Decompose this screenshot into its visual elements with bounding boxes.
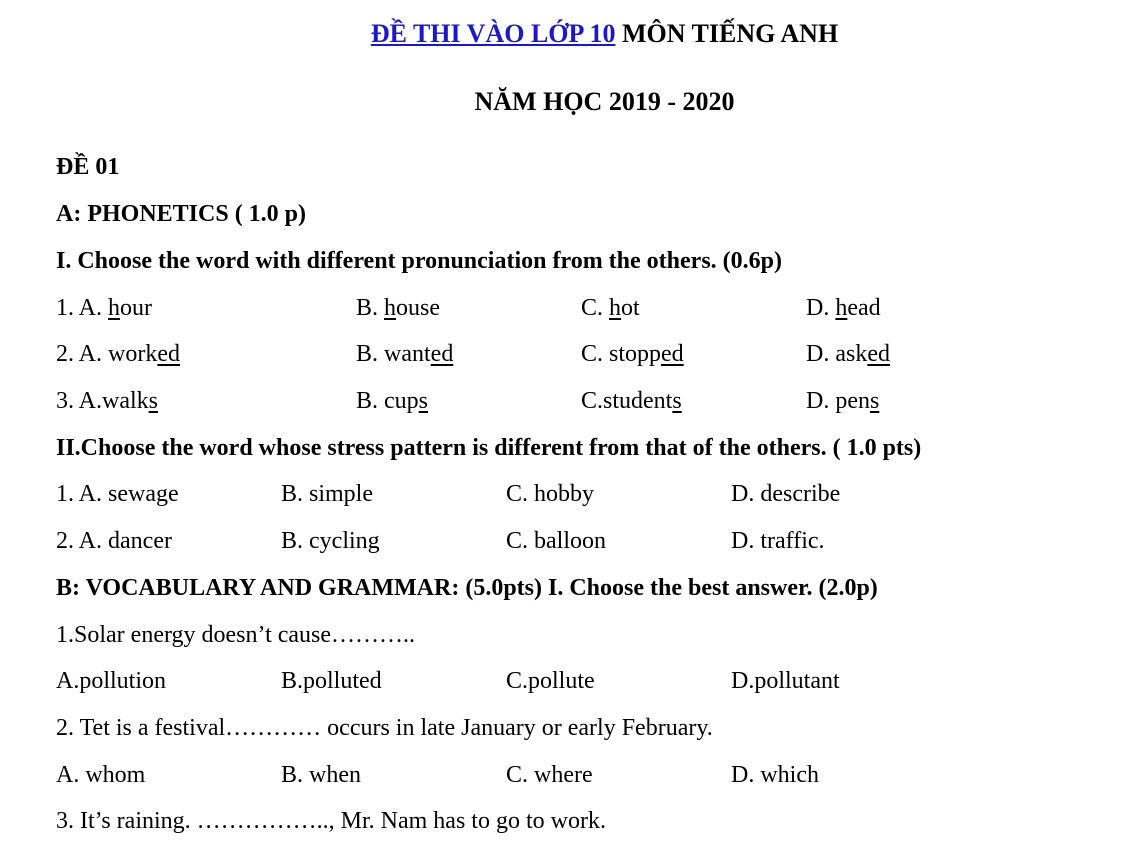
option-2a: 2. A. worked: [56, 341, 180, 367]
option-1d: D. head: [806, 295, 881, 321]
section-b-heading: B: VOCABULARY AND GRAMMAR: (5.0pts) I. Choose the best answer. (2.0p): [56, 575, 878, 601]
option-3a: 3. A.walks: [56, 388, 159, 414]
option-c: C. where: [506, 762, 593, 788]
option-3c: C.students: [581, 388, 682, 414]
option-c: C. hobby: [506, 481, 595, 507]
option-2b: B. wanted: [356, 341, 454, 367]
option-b: B. simple: [281, 481, 374, 507]
option-a: A.pollution: [56, 668, 167, 694]
option-2d: D. asked: [806, 341, 890, 367]
option-3d: D. pens: [806, 388, 880, 414]
section-a-heading: A: PHONETICS ( 1.0 p): [56, 201, 307, 227]
option-d: D. traffic.: [731, 528, 825, 554]
question-stem-2: 2. Tet is a festival………… occurs in late January or early February.: [56, 715, 713, 741]
option-c: C.pollute: [506, 668, 595, 694]
section-a-part1-heading: I. Choose the word with different pronunciation from the others. (0.6p): [56, 248, 782, 274]
section-a-part2-heading: II.Choose the word whose stress pattern is different from that of the others. ( 1.0 pts): [56, 435, 922, 461]
question-stem-3: 3. It’s raining. …………….., Mr. Nam has to go to work.: [56, 808, 606, 834]
option-3b: B. cups: [356, 388, 429, 414]
option-a: 1. A. sewage: [56, 481, 179, 507]
page-subtitle: NĂM HỌC 2019 - 2020: [474, 87, 735, 116]
option-c: C. balloon: [506, 528, 606, 554]
option-b: B. when: [281, 762, 361, 788]
option-1b: B. house: [356, 295, 441, 321]
option-d: D.pollutant: [731, 668, 840, 694]
option-a: 2. A. dancer: [56, 528, 172, 554]
question-stem-1: 1.Solar energy doesn’t cause………..: [56, 622, 416, 648]
option-1c: C. hot: [581, 295, 640, 321]
option-b: B.polluted: [281, 668, 382, 694]
title-text: MÔN TIẾNG ANH: [615, 19, 839, 48]
option-1a: 1. A. hour: [56, 295, 153, 321]
option-d: D. which: [731, 762, 819, 788]
option-b: B. cycling: [281, 528, 380, 554]
page-title: [0, 19, 1121, 49]
option-a: A. whom: [56, 762, 146, 788]
option-2c: C. stopped: [581, 341, 684, 367]
exam-number: ĐỀ 01: [56, 154, 120, 180]
option-d: D. describe: [731, 481, 841, 507]
title-link[interactable]: ĐỀ THI VÀO LỚP 10: [370, 19, 616, 48]
